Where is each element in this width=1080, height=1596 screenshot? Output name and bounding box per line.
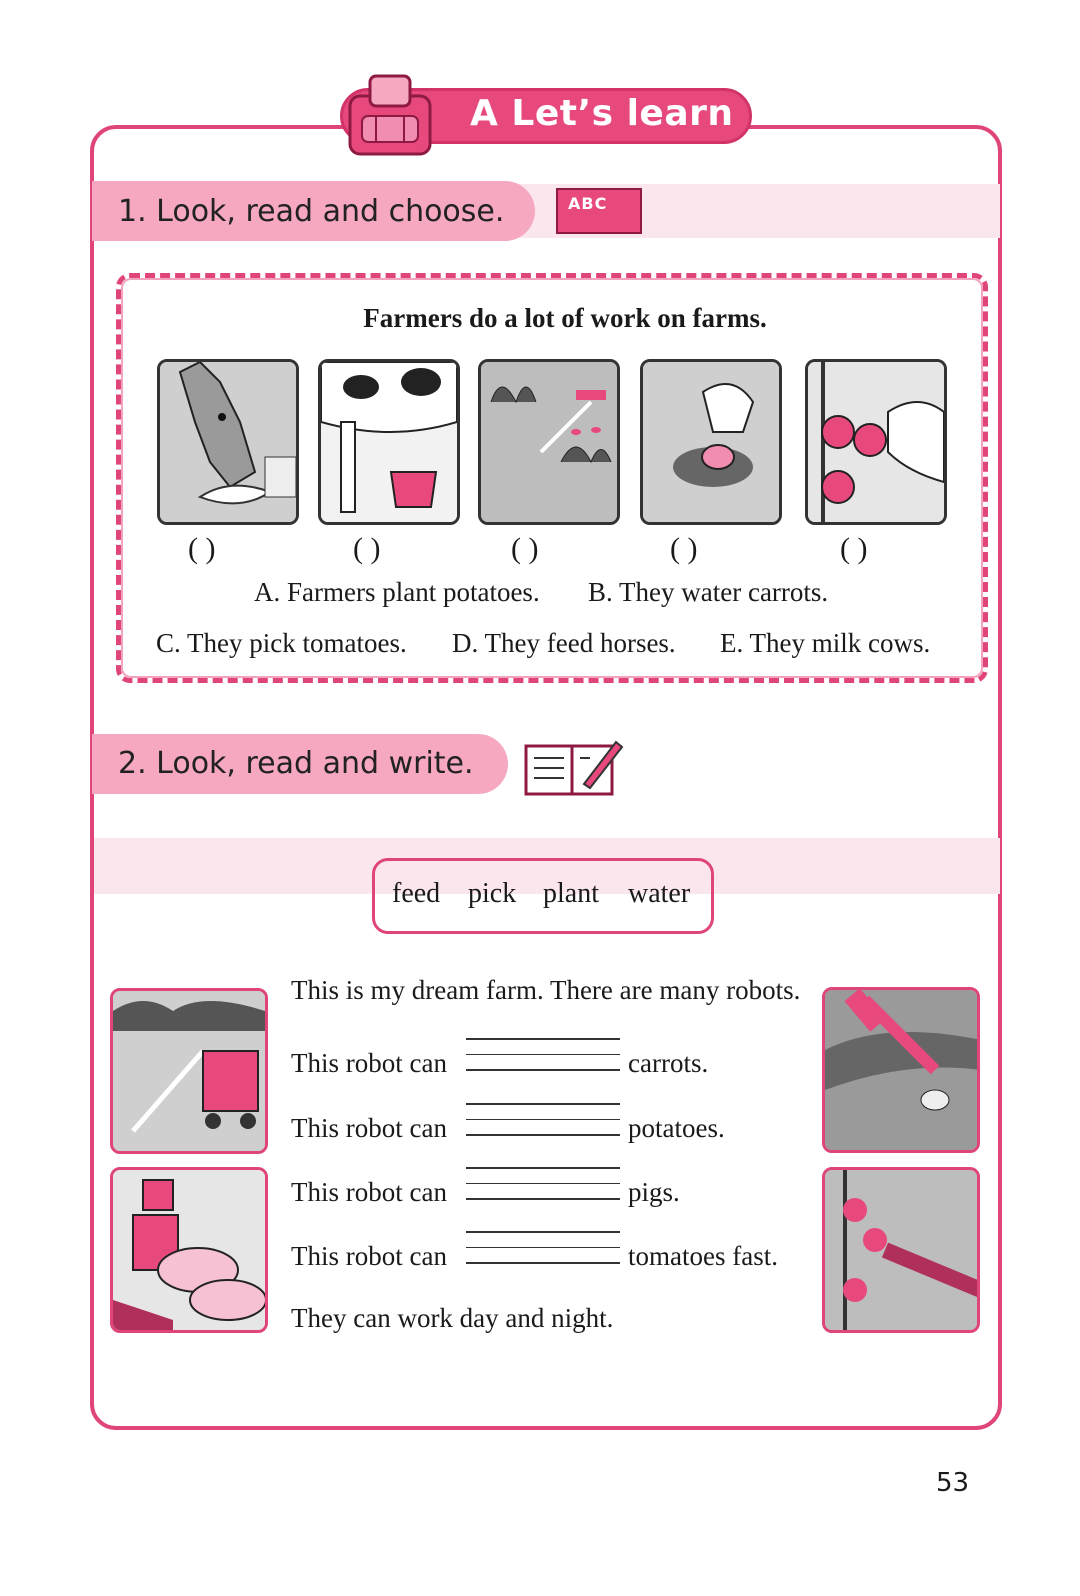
sentence-start: This robot can bbox=[291, 1048, 447, 1078]
choice-d: D. They feed horses. bbox=[452, 628, 676, 658]
planting-robot-picture bbox=[822, 987, 980, 1153]
abc-badge bbox=[556, 188, 642, 234]
choice-c: C. They pick tomatoes. bbox=[156, 628, 407, 658]
watering-robot-picture bbox=[110, 988, 268, 1154]
answer-blank[interactable]: ( ) bbox=[188, 532, 216, 565]
exercise1-heading: Farmers do a lot of work on farms. bbox=[363, 303, 767, 333]
sentence-end: pigs. bbox=[628, 1177, 680, 1207]
answer-blank[interactable]: ( ) bbox=[353, 532, 381, 565]
watering-carrots-picture bbox=[478, 359, 620, 525]
abc-badge-label: ABC bbox=[568, 194, 608, 213]
word-bank-item: water bbox=[628, 878, 691, 909]
sentence-end: carrots. bbox=[628, 1048, 709, 1078]
page-number: 53 bbox=[936, 1468, 970, 1498]
picking-tomatoes-picture bbox=[805, 359, 947, 525]
section1-title: 1. Look, read and choose. bbox=[118, 194, 505, 229]
answer-blank[interactable]: ( ) bbox=[670, 532, 698, 565]
choice-a: A. Farmers plant potatoes. bbox=[254, 577, 540, 607]
choice-b: B. They water carrots. bbox=[588, 577, 829, 607]
answer-blank[interactable]: ( ) bbox=[840, 532, 868, 565]
sentence-start: This robot can bbox=[291, 1113, 447, 1143]
answer-blank[interactable]: ( ) bbox=[511, 532, 539, 565]
picking-tomatoes-robot-picture bbox=[822, 1167, 980, 1333]
planting-potato-picture bbox=[640, 359, 782, 525]
header-title: A Let’s learn bbox=[470, 93, 734, 134]
section2-title: 2. Look, read and write. bbox=[118, 746, 474, 781]
open-book-pencil-icon bbox=[524, 738, 624, 798]
writing-lines[interactable] bbox=[466, 1103, 620, 1150]
word-bank-item: feed bbox=[392, 878, 441, 909]
sentence-end: tomatoes fast. bbox=[628, 1241, 778, 1271]
milking-cow-picture bbox=[318, 359, 460, 525]
story-intro: This is my dream farm. There are many robots. bbox=[291, 975, 801, 1005]
writing-lines[interactable] bbox=[466, 1231, 620, 1278]
sentence-end: potatoes. bbox=[628, 1113, 725, 1143]
feeding-pigs-robot-picture bbox=[110, 1167, 268, 1333]
sentence-start: This robot can bbox=[291, 1241, 447, 1271]
story-closing: They can work day and night. bbox=[291, 1303, 614, 1333]
word-bank-item: plant bbox=[543, 878, 599, 909]
word-bank-item: pick bbox=[468, 878, 517, 909]
sentence-start: This robot can bbox=[291, 1177, 447, 1207]
choice-e: E. They milk cows. bbox=[720, 628, 931, 658]
writing-lines[interactable] bbox=[466, 1038, 620, 1085]
horse-eating-hay-picture bbox=[157, 359, 299, 525]
writing-lines[interactable] bbox=[466, 1167, 620, 1214]
school-bag-icon bbox=[336, 70, 446, 160]
